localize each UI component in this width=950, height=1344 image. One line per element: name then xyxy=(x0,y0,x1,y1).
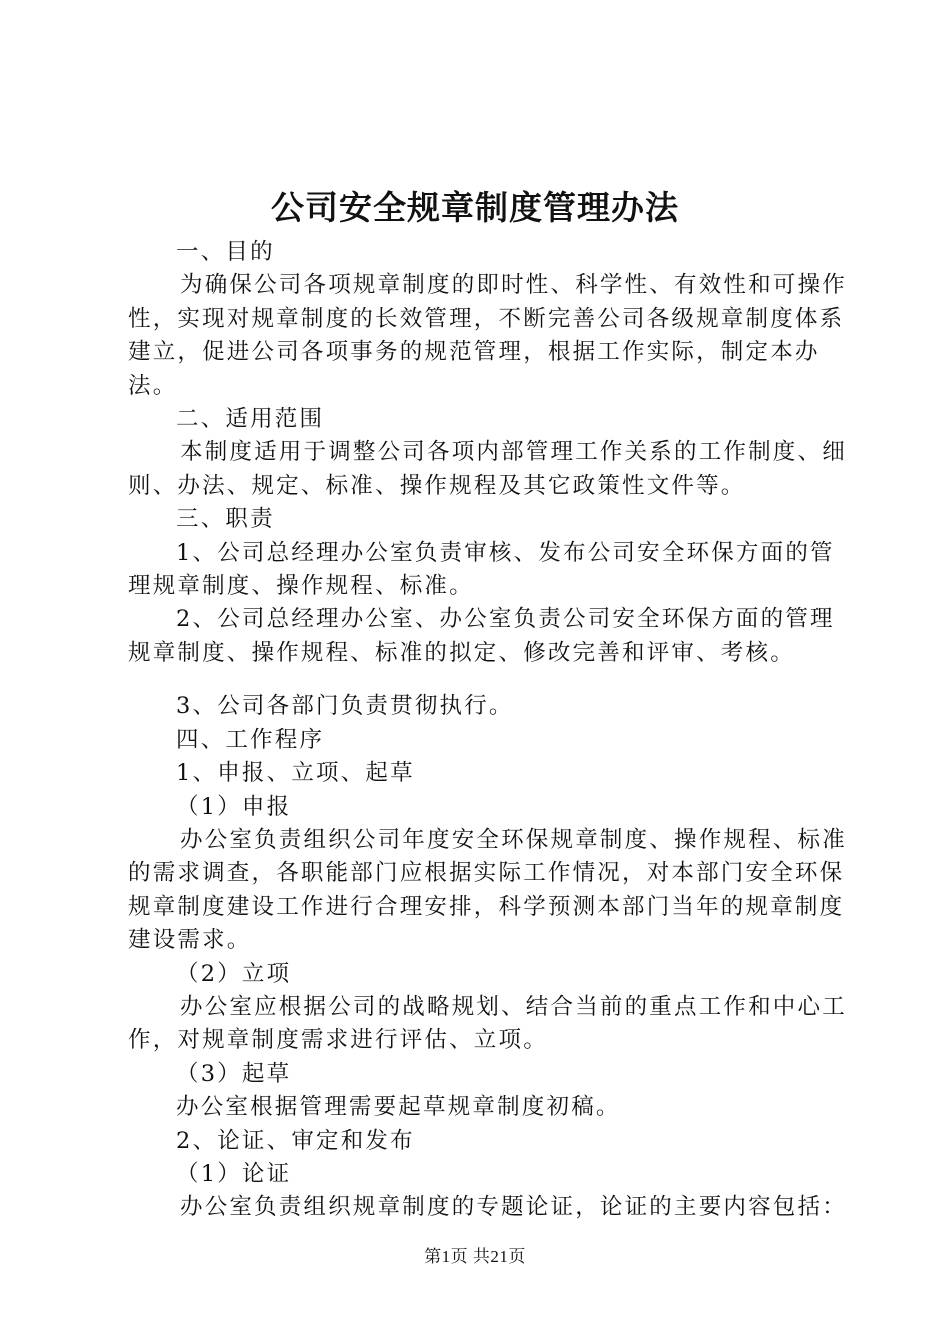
paragraph-approve: 办公室应根据公司的战略规划、结合当前的重点工作和中心工作，对规章制度需求进行评估、立项。 xyxy=(128,993,847,1054)
item-heading-approve: （2）立项 xyxy=(176,960,292,987)
item-heading-draft: （3）起草 xyxy=(176,1060,292,1087)
document-body xyxy=(128,236,848,1225)
spacer xyxy=(128,670,848,690)
page-footer: 第1页 共21页 xyxy=(424,1247,526,1266)
subsection-heading-review: 2、论证、审定和发布 xyxy=(176,1127,415,1154)
section-heading-duties: 三、职责 xyxy=(176,506,275,533)
paragraph-apply: 办公室负责组织公司年度安全环保规章制度、操作规程、标准的需求调查，各职能部门应根据实际工作情况，对本部门安全环保规章制度建设工作进行合理安排，科学预测本部门当年的规章制度建设需求。 xyxy=(128,826,847,954)
item-heading-apply: （1）申报 xyxy=(176,793,292,820)
subsection-heading-application: 1、申报、立项、起草 xyxy=(176,760,415,787)
document-title: 公司安全规章制度管理办法 xyxy=(271,188,679,227)
paragraph-purpose: 为确保公司各项规章制度的即时性、科学性、有效性和可操作性，实现对规章制度的长效管理，不断完善公司各级规章制度体系建立，促进公司各项事务的规范管理，根据工作实际，制定本办法。 xyxy=(128,272,847,399)
item-heading-demonstrate: （1）论证 xyxy=(176,1160,292,1187)
paragraph-duty-1: 1、公司总经理办公室负责审核、发布公司安全环保方面的管理规章制度、操作规程、标准。 xyxy=(128,539,835,600)
paragraph-scope: 本制度适用于调整公司各项内部管理工作关系的工作制度、细则、办法、规定、标准、操作规程及其它政策性文件等。 xyxy=(128,439,847,499)
section-heading-purpose: 一、目的 xyxy=(176,239,275,265)
paragraph-duty-2: 2、公司总经理办公室、办公室负责公司安全环保方面的管理规章制度、操作规程、标准的拟定、修改完善和评审、考核。 xyxy=(128,606,835,666)
paragraph-duty-3: 3、公司各部门负责贯彻执行。 xyxy=(176,693,514,720)
section-heading-procedure: 四、工作程序 xyxy=(176,726,325,753)
paragraph-demonstrate: 办公室负责组织规章制度的专题论证，论证的主要内容包括： xyxy=(180,1194,847,1221)
section-heading-scope: 二、适用范围 xyxy=(176,406,325,433)
paragraph-draft: 办公室根据管理需要起草规章制度初稿。 xyxy=(176,1094,621,1121)
